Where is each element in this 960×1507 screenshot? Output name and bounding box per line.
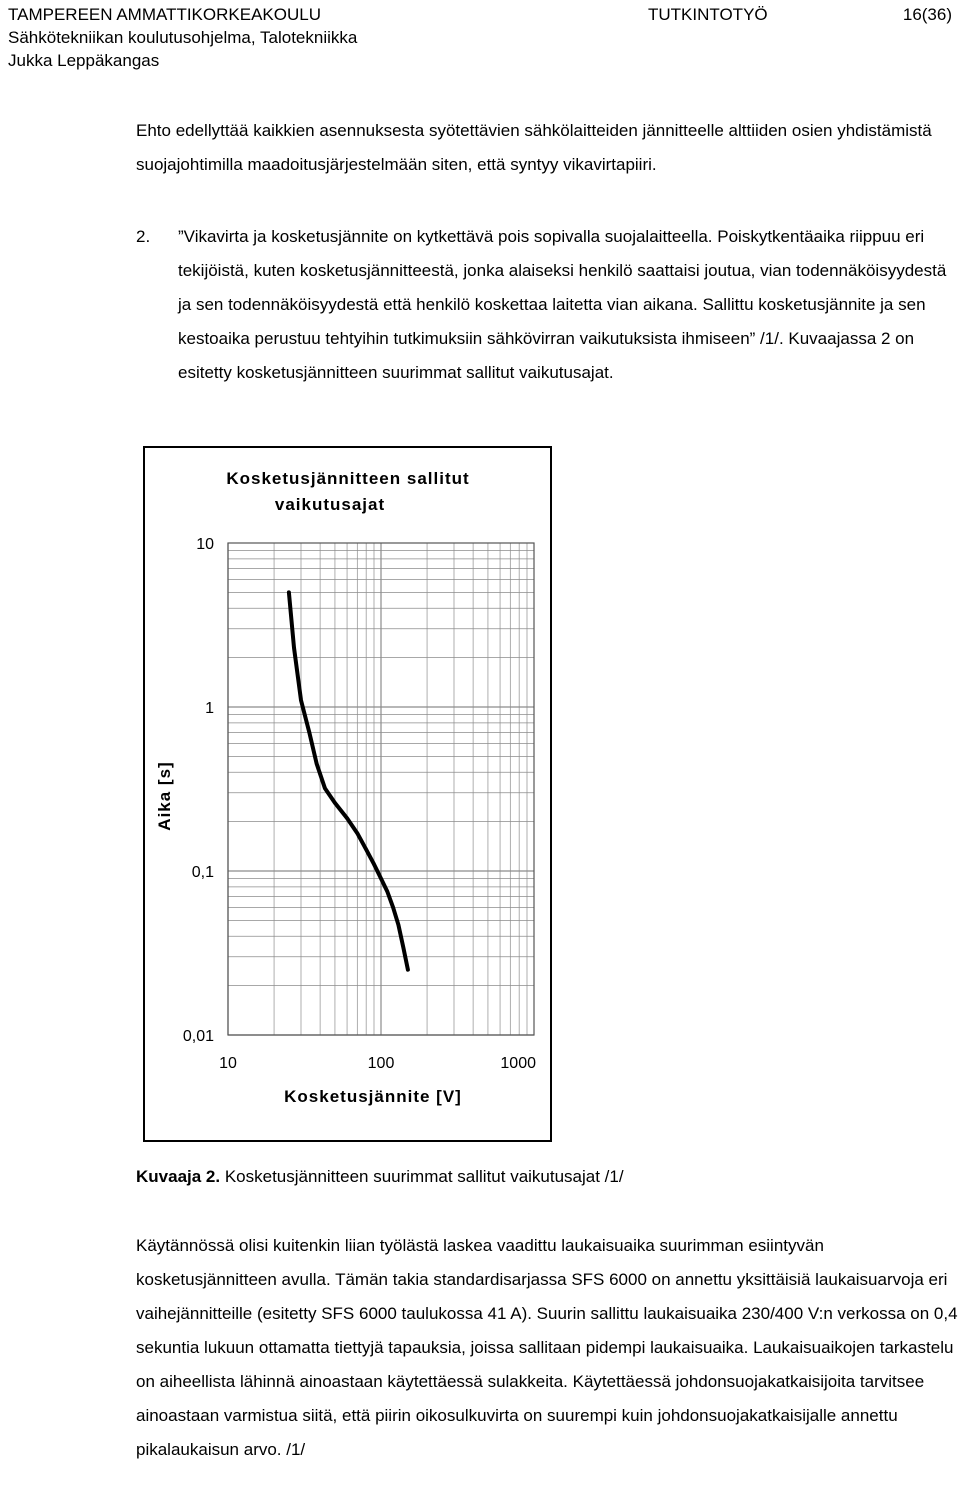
y-tick-label: 1 xyxy=(205,700,214,717)
y-tick-label: 10 xyxy=(196,536,214,553)
chart-title-line2: vaikutusajat xyxy=(274,495,386,514)
x-tick-label: 10 xyxy=(219,1055,237,1072)
y-axis-label: Aika [s] xyxy=(155,761,174,831)
document-type: TUTKINTOTYÖ xyxy=(648,5,768,24)
figure-caption xyxy=(136,1164,624,1190)
page-number: 16(36) xyxy=(902,5,952,24)
chart-title-line1: Kosketusjännitteen sallitut xyxy=(226,469,470,488)
institution: TAMPEREEN AMMATTIKORKEAKOULU xyxy=(8,5,321,24)
paragraph-condition: Ehto edellyttää kaikkien asennuksesta syötettävien sähkölaitteiden jännitteelle alttiiden osien yhdistämistä suojajohtimilla maadoitusjärjestelmään siten, että syntyy vikavirtapiiri. xyxy=(136,121,932,174)
chart-grid xyxy=(228,543,534,1035)
series-line xyxy=(289,592,408,969)
author: Jukka Leppäkangas xyxy=(8,51,160,70)
x-tick-label: 100 xyxy=(367,1055,395,1072)
quoted-paragraph: ”Vikavirta ja kosketusjännite on kytkettävä pois sopivalla suojalaitteella. Poiskytkentäaika riippuu eri tekijöistä, kuten kosketusjännitteestä, jonka alaiseksi henkilö saattaisi joutua, vian todennäköisyydestä ja sen todennäköisyydestä että henkilö koskettaa laitetta vian aikana. Sallittu kosketusjännite ja sen kestoaika perustuu tehtyihin tutkimuksiin sähkövirran vaikutuksista ihmiseen” /1/. Kuvaajassa 2 on esitetty kosketusjännitteen suurimmat sallitut vaikutusajat. xyxy=(178,227,947,382)
programme: Sähkötekniikan koulutusohjelma, Talotekniikka xyxy=(8,28,358,47)
y-tick-label: 0,1 xyxy=(191,864,214,881)
y-tick-labels xyxy=(183,536,214,1045)
list-number: 2. xyxy=(136,227,151,246)
y-tick-label: 0,01 xyxy=(182,1028,214,1045)
x-axis-label: Kosketusjännite [V] xyxy=(284,1087,462,1106)
caption-text: Kosketusjännitteen suurimmat sallitut vaikutusajat /1/ xyxy=(220,1167,624,1186)
caption-label: Kuvaaja 2. xyxy=(136,1167,221,1186)
paragraph-practice: Käytännössä olisi kuitenkin liian työlästä laskea vaadittu laukaisuaika suurimman esiintyvän kosketusjännitteen avulla. Tämän takia standardisarjassa SFS 6000 on annettu yksittäisiä laukaisuarvoja eri vaihejännitteille (esitetty SFS 6000 taulukossa 41 A). Suurin sallittu laukaisuaika 230/400 V:n verkossa on 0,4 sekuntia lukuun ottamatta tiettyjä tapauksia, joissa sallitaan pidempi laukaisuaika. Laukaisuaikojen tarkastelu on aiheellista lähinnä ainoastaan käytettäessä sulakkeita. Käytettäessä johdonsuojakatkaisijoita tarvitsee ainoastaan varmistua siitä, että piirin oikosulkuvirta on suurempi kuin johdonsuojakatkaisijalle annettu pikalaukaisun arvo. /1/ xyxy=(136,1236,958,1459)
x-tick-label: 1000 xyxy=(500,1055,536,1072)
x-tick-labels xyxy=(219,1055,536,1072)
